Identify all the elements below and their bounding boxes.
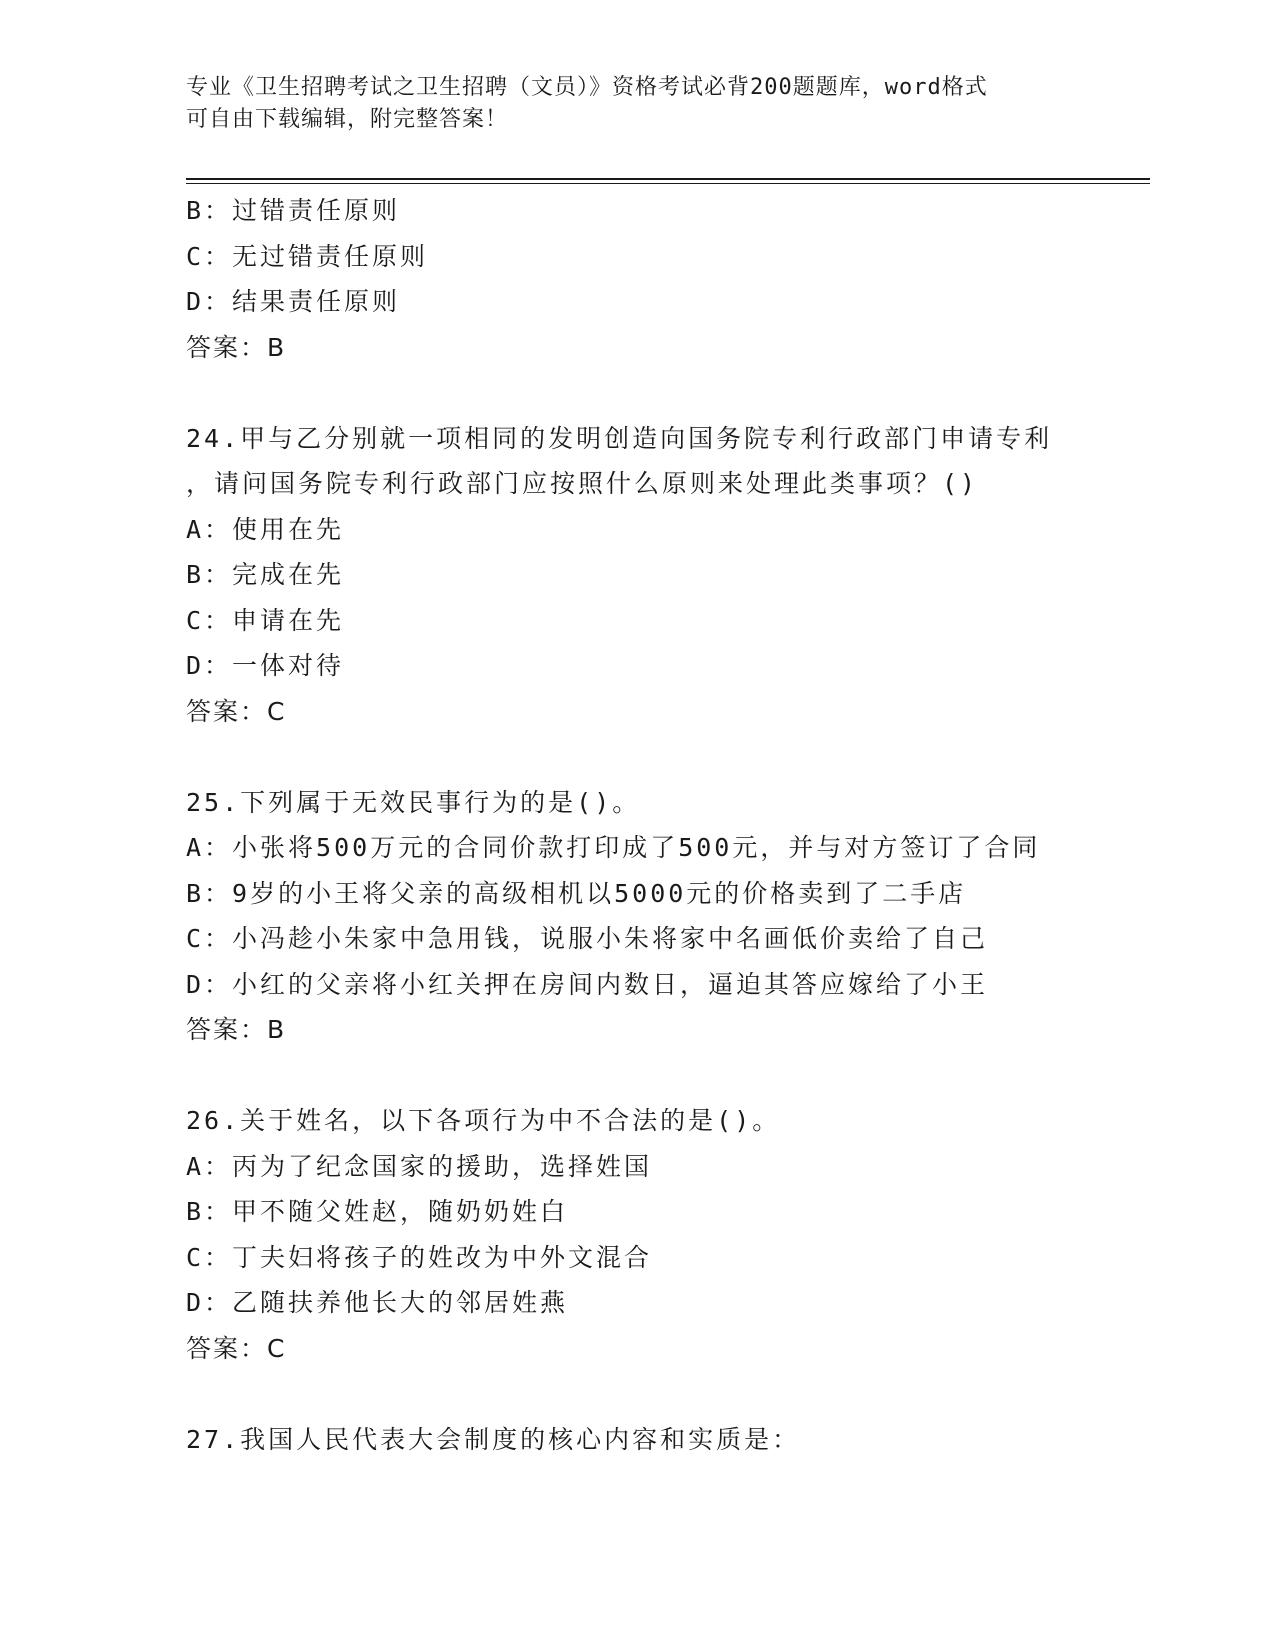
option-c: C：丁夫妇将孩子的姓改为中外文混合 bbox=[186, 1242, 653, 1272]
question-list bbox=[186, 188, 1126, 1462]
answer: 答案：C bbox=[186, 696, 287, 726]
answer: 答案：B bbox=[186, 1015, 287, 1044]
question-stem: 27.我国人民代表大会制度的核心内容和实质是： bbox=[186, 1424, 801, 1454]
answer: 答案：B bbox=[186, 332, 287, 362]
question-26 bbox=[186, 1098, 1126, 1371]
header-line-2: 可自由下载编辑，附完整答案！ bbox=[186, 107, 509, 132]
option-b: B：甲不随父姓赵，随奶奶姓白 bbox=[186, 1197, 569, 1226]
header-rule-thick bbox=[186, 178, 1150, 180]
question-stem: 24.甲与乙分别就一项相同的发明创造向国务院专利行政部门申请专利 bbox=[186, 423, 1053, 453]
option-c: C：小冯趁小朱家中急用钱，说服小朱将家中名画低价卖给了自己 bbox=[186, 924, 989, 953]
spacer bbox=[186, 370, 1126, 416]
document-header bbox=[186, 72, 1066, 136]
header-line-1: 专业《卫生招聘考试之卫生招聘（文员）》资格考试必背200题题库，word格式 bbox=[186, 75, 988, 100]
question-stem: 26.关于姓名，以下各项行为中不合法的是()。 bbox=[186, 1106, 781, 1135]
option-c: C：申请在先 bbox=[186, 605, 345, 635]
option-a: A：使用在先 bbox=[186, 514, 345, 544]
option-d: D：一体对待 bbox=[186, 651, 345, 680]
option-b: B：过错责任原则 bbox=[186, 196, 401, 225]
question-25 bbox=[186, 780, 1126, 1053]
question-stem-continued: ，请问国务院专利行政部门应按照什么原则来处理此类事项？() bbox=[186, 469, 979, 498]
option-b: B：完成在先 bbox=[186, 560, 345, 589]
option-b: B：9岁的小王将父亲的高级相机以5000元的价格卖到了二手店 bbox=[186, 878, 967, 908]
header-rule-thin bbox=[186, 183, 1150, 184]
option-d: D：乙随扶养他长大的邻居姓燕 bbox=[186, 1288, 569, 1317]
question-stem: 25.下列属于无效民事行为的是()。 bbox=[186, 787, 641, 817]
question-27 bbox=[186, 1417, 1126, 1463]
spacer bbox=[186, 734, 1126, 780]
option-c: C：无过错责任原则 bbox=[186, 241, 429, 271]
spacer bbox=[186, 1053, 1126, 1099]
option-a: A：小张将500万元的合同价款打印成了500元，并与对方签订了合同 bbox=[186, 833, 1041, 862]
option-d: D：小红的父亲将小红关押在房间内数日，逼迫其答应嫁给了小王 bbox=[186, 969, 989, 999]
question-24 bbox=[186, 416, 1126, 735]
spacer bbox=[186, 1371, 1126, 1417]
option-d: D：结果责任原则 bbox=[186, 287, 401, 316]
option-a: A：丙为了纪念国家的援助，选择姓国 bbox=[186, 1151, 653, 1181]
answer: 答案：C bbox=[186, 1333, 287, 1363]
question-23 bbox=[186, 188, 1126, 370]
